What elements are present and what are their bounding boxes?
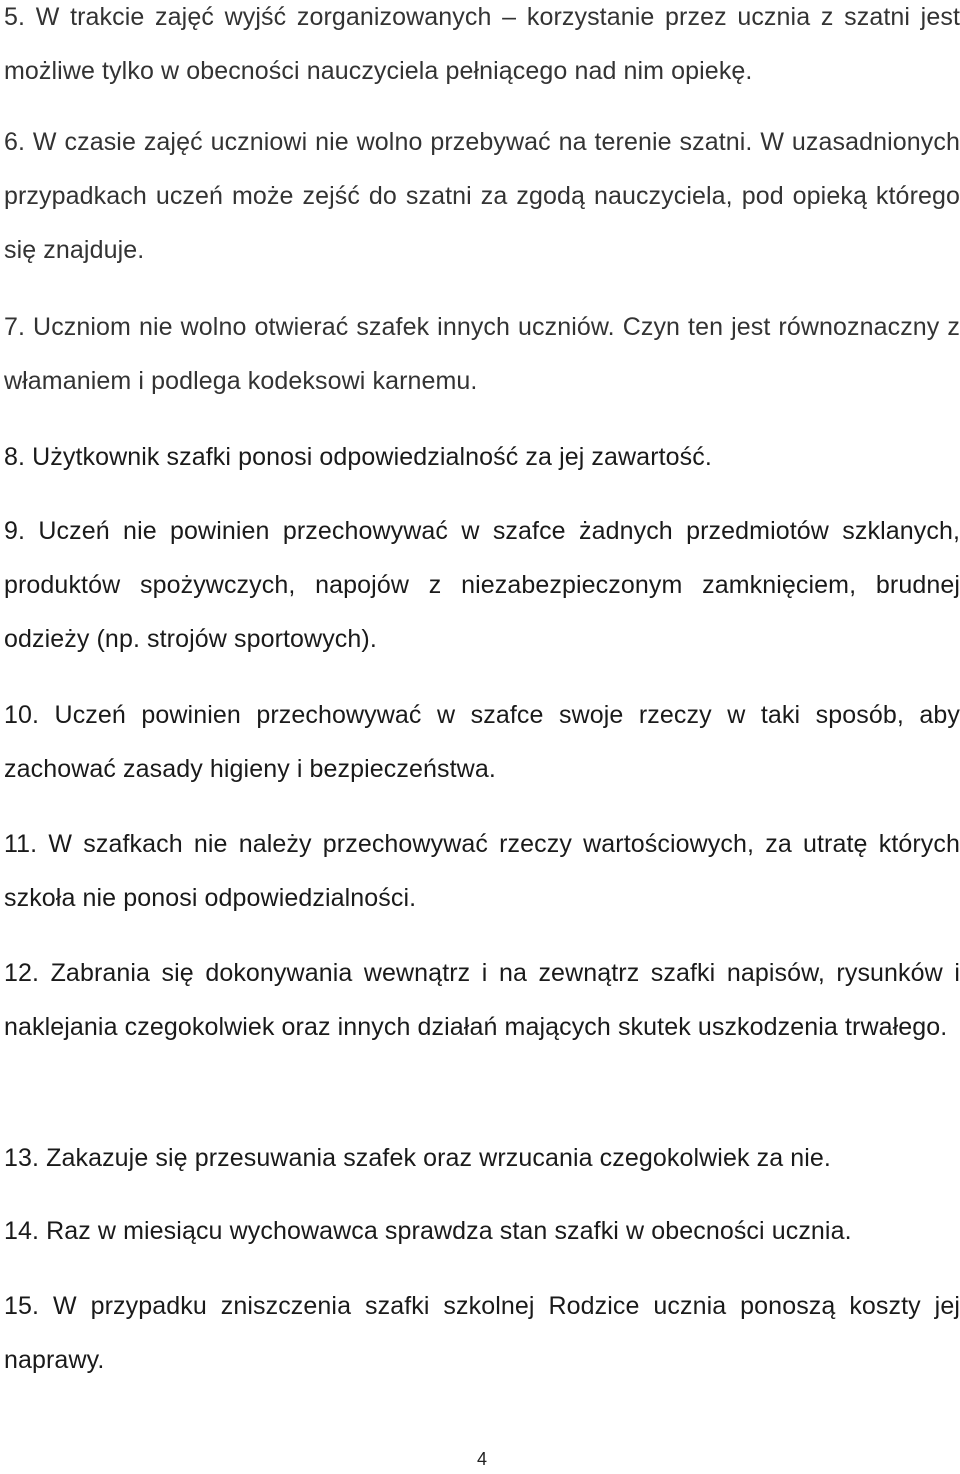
paragraph-15: 15. W przypadku zniszczenia szafki szkolnej Rodzice ucznia ponoszą koszty jej naprawy.: [4, 1292, 960, 1374]
paragraph-14: 14. Raz w miesiącu wychowawca sprawdza stan szafki w obecności ucznia.: [4, 1217, 852, 1245]
paragraph-5: 5. W trakcie zajęć wyjść zorganizowanych – korzystanie przez ucznia z szatni jest możliwe tylko w obecności nauczyciela pełniącego nad nim opiekę.: [4, 3, 960, 85]
paragraph-8: 8. Użytkownik szafki ponosi odpowiedzialność za jej zawartość.: [4, 443, 712, 471]
paragraph-7: 7. Uczniom nie wolno otwierać szafek innych uczniów. Czyn ten jest równoznaczny z włamaniem i podlega kodeksowi karnemu.: [4, 313, 960, 395]
paragraph-6: 6. W czasie zajęć uczniowi nie wolno przebywać na terenie szatni. W uzasadnionych przypadkach uczeń może zejść do szatni za zgodą nauczyciela, pod opieką którego się znajduje.: [4, 128, 960, 264]
paragraph-12: 12. Zabrania się dokonywania wewnątrz i na zewnątrz szafki napisów, rysunków i naklejania czegokolwiek oraz innych działań mających skutek uszkodzenia trwałego.: [4, 959, 960, 1041]
document-page: [4, 0, 960, 1474]
paragraph-9: 9. Uczeń nie powinien przechowywać w szafce żadnych przedmiotów szklanych, produktów spożywczych, napojów z niezabezpieczonym zamknięciem, brudnej odzieży (np. strojów sportowych).: [4, 517, 960, 653]
page-number: 4: [476, 1449, 487, 1469]
paragraph-11: 11. W szafkach nie należy przechowywać rzeczy wartościowych, za utratę których szkoła nie ponosi odpowiedzialności.: [4, 830, 960, 912]
paragraph-10: 10. Uczeń powinien przechowywać w szafce swoje rzeczy w taki sposób, aby zachować zasady higieny i bezpieczeństwa.: [4, 701, 960, 783]
paragraph-13: 13. Zakazuje się przesuwania szafek oraz wrzucania czegokolwiek za nie.: [4, 1144, 831, 1172]
